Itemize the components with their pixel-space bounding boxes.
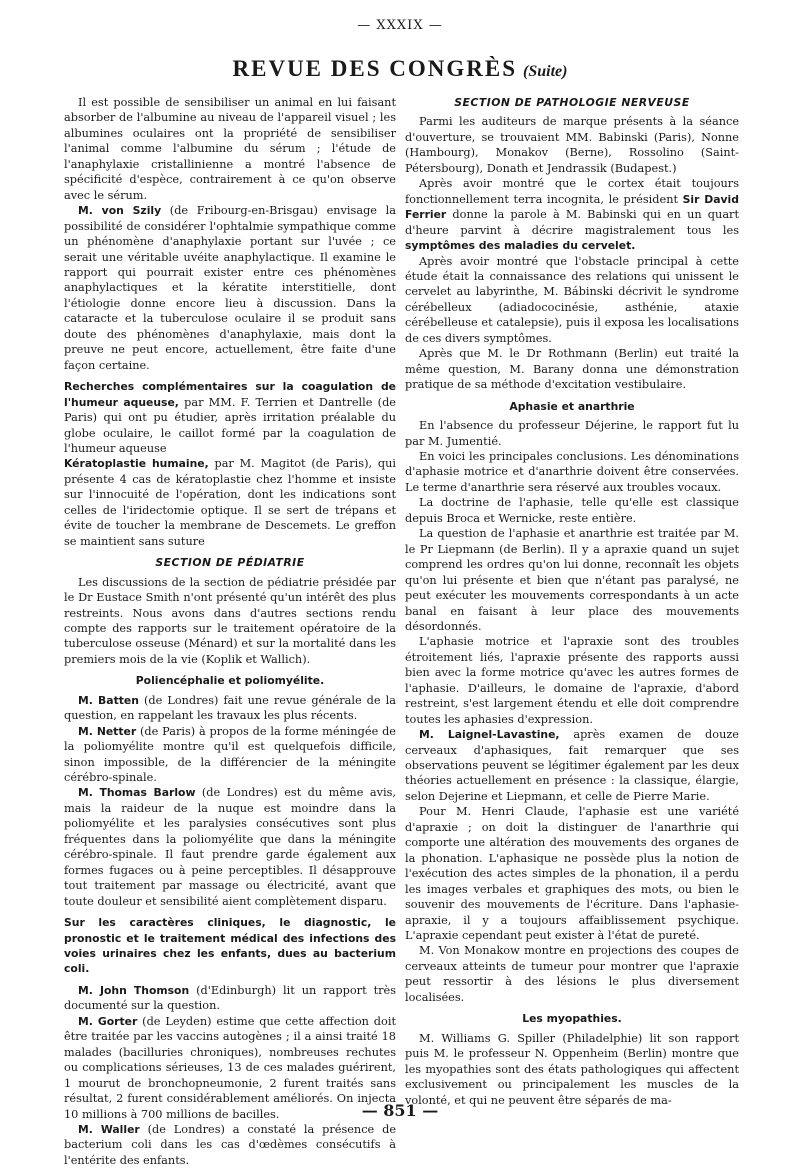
paragraph-text: donne la parole à M. Babinski qui en un quart d'heure parvint à décrire magistralement tous les bbox=[405, 208, 739, 237]
author-name: M. von Szily bbox=[78, 204, 162, 218]
right-column bbox=[405, 95, 739, 1108]
paper-title: Sur les caractères cliniques, le diagnostic, le pronostic et le traitement médical des infections des voies urinaires chez les enfants, dues au bacterium coli. bbox=[64, 916, 396, 976]
running-head: — XXXIX — bbox=[357, 18, 443, 33]
paragraph: Après avoir montré que l'obstacle principal à cette étude était la connaissance des relations qui unissent le cervelet au labyrinthe, M. Bábinski décrivit le syndrome cérébelleux (adiadococinésie, asthénie, ataxie cérébelleuse et catalepsie), puis il exposa les localisations de ces divers symptômes. bbox=[405, 254, 739, 345]
paragraph-text: Après avoir montré que le cortex était toujours fonctionnellement terra incognita, le président bbox=[405, 177, 739, 206]
paragraph: En voici les principales conclusions. Les dénominations d'aphasie motrice et d'anarthrie doivent être conservées. Le terme d'anarthrie sera réservé aux troubles vocaux. bbox=[405, 449, 739, 494]
paragraph-text: (de Fribourg-en-Brisgau) envisage la possibilité de considérer l'ophtalmie sympathique comme un phénomène d'anaphylaxie portant sur l'uvée ; ce serait une véritable uvéite anaphylactique. Il examine le rapport qui pourrait exister entre ces phénomènes anaphylactiques et la kératite interstitielle, dont l'étiologie donne encore lieu à discussion. Dans la cataracte et la tuberculose oculaire il se produit sans doute des phénomènes d'anaphylaxie, mais dont la preuve ne peut encore, actuellement, être faite d'une façon certaine. bbox=[64, 204, 396, 372]
paragraph-text: (de Paris) à propos de la forme méningée de la poliomyélite montre qu'il est quelquefois difficile, sinon impossible, de la différencier de la méningite cérébro-spinale. bbox=[64, 724, 396, 785]
paragraph bbox=[64, 915, 396, 977]
paragraph: La question de l'aphasie et anarthrie est traitée par M. le Pr Liepmann (de Berlin). Il y a apraxie quand un sujet comprend les ordres qu'on lui donne, reconnaît les objets qu'on lui présente et bien que n'étant pas paralysé, ne peut exécuter les mouvements correspondants à un acte banal en faisant à leur place des mouvements désordonnés. bbox=[405, 527, 739, 633]
paragraph bbox=[64, 724, 396, 786]
author-name: M. Thomas Barlow bbox=[78, 786, 196, 800]
paragraph bbox=[64, 379, 396, 456]
title-text: REVUE DES CONGRÈS bbox=[232, 56, 518, 81]
subsection-heading: Les myopathies. bbox=[522, 1012, 622, 1026]
author-name: Sir David Ferrier bbox=[405, 192, 739, 222]
paragraph-text: par MM. F. Terrien et Dantrelle (de Paris) qui ont pu étudier, après irritation préalable du globe oculaire, le caillot formé par la coagulation de l'humeur aqueuse bbox=[64, 395, 396, 455]
left-column bbox=[64, 95, 396, 1168]
paragraph bbox=[64, 1122, 396, 1168]
paragraph bbox=[64, 983, 396, 1014]
paragraph: En l'absence du professeur Déjerine, le rapport fut lu par M. Jumentié. bbox=[405, 419, 739, 448]
paragraph: M. Von Monakow montre en projections des coupes de cerveaux atteints de tumeur pour montrer que l'apraxie peut ressortir à des lésions le plus diversement localisées. bbox=[405, 944, 739, 1004]
paper-title: Recherches complémentaires sur la coagulation de l'humeur aqueuse, bbox=[64, 380, 396, 409]
paragraph: Parmi les auditeurs de marque présents à la séance d'ouverture, se trouvaient MM. Babinski (Paris), Nonne (Hambourg), Monakov (Berne), Rossolino (Saint-Pétersbourg), Donath et Jendrassik (Budapest.) bbox=[405, 115, 739, 175]
paragraph bbox=[64, 203, 396, 373]
paragraph: La doctrine de l'aphasie, telle qu'elle est classique depuis Broca et Wernicke, reste entière. bbox=[405, 496, 739, 525]
paragraph bbox=[64, 456, 396, 549]
section-heading: SECTION DE PATHOLOGIE NERVEUSE bbox=[454, 96, 690, 109]
page-title bbox=[0, 56, 800, 82]
topic-title: symptômes des maladies du cervelet. bbox=[405, 239, 636, 253]
paragraph-text: (d'Edinburgh) lit un rapport très documenté sur la question. bbox=[64, 983, 397, 1013]
paragraph bbox=[405, 176, 739, 253]
author-name: M. John Thomson bbox=[78, 983, 190, 997]
author-name: M. Batten bbox=[78, 693, 139, 707]
page-number: — 851 — bbox=[361, 1101, 439, 1120]
paragraph bbox=[405, 727, 739, 804]
paragraph: M. Williams G. Spiller (Philadelphie) lit son rapport puis M. le professeur N. Oppenheim (Berlin) montre que les myopathies sont des états pathologiques qui affectent exclusivement ou principalement les muscles de la volonté, et qui ne peuvent être séparés de ma- bbox=[405, 1031, 739, 1107]
paragraph: Il est possible de sensibiliser un animal en lui faisant absorber de l'albumine au niveau de l'appareil visuel ; les albumines oculaires ont la propriété de sensibiliser l'animal comme l'albumine du sérum ; l'étude de l'anaphylaxie cristallinienne a montré l'absence de spécificité d'espèce, contrairement à ce qu'on observe avec le sérum. bbox=[64, 96, 396, 202]
title-suffix: (Suite) bbox=[523, 63, 568, 80]
paragraph-text: (de Leyden) estime que cette affection doit être traitée par les vaccins autogènes ; il a ainsi traité 18 malades (bacilluries chroniques), nombreuses rechutes ou complications sérieuses, 13 de ces malades guérirent, 1 mourut de bronchopneumonie, 2 furent traités sans résultat, 2 furent considérablement améliorés. On injecta 10 millions à 700 millions de bacilles. bbox=[64, 1014, 396, 1121]
paragraph-text: après examen de douze cerveaux d'aphasiques, fait remarquer que ses observations peuvent se légitimer également par les deux théories actuellement en présence : la classique, élargie, selon Dejerine et Liepmann, et celle de Pierre Marie. bbox=[405, 728, 739, 803]
section-heading: SECTION DE PÉDIATRIE bbox=[155, 556, 305, 570]
paragraph bbox=[64, 785, 396, 909]
paragraph-text: par M. Magitot (de Paris), qui présente 4 cas de kératoplastie chez l'homme et insiste sur l'innocuité de l'opération, dont les indications sont celles de l'iridectomie optique. Il se sert de trépans et évite de toucher la membrane de Descemets. Le greffon se maintient sans suture bbox=[64, 457, 396, 548]
paragraph: Les discussions de la section de pédiatrie présidée par le Dr Eustace Smith n'ont présenté qu'un intérêt des plus restreints. Nous avons dans d'autres sections rendu compte des rapports sur le traitement opératoire de la tuberculose osseuse (Ménard) et sur la mortalité dans les premiers mois de la vie (Koplik et Wallich). bbox=[64, 575, 396, 666]
paragraph: L'aphasie motrice et l'apraxie sont des troubles étroitement liés, l'apraxie présente des rapports aussi bien avec la forme motrice qu'avec les autres formes de l'aphasie. D'ailleurs, le domaine de l'apraxie, d'abord restreint, s'est largement étendu et elle doit comprendre toutes les aphasies d'expression. bbox=[405, 635, 739, 726]
paragraph-text: (de Londres) fait une revue générale de la question, en rappelant les travaux les plus récents. bbox=[64, 693, 396, 723]
author-name: M. Gorter bbox=[78, 1014, 138, 1028]
author-name: M. Netter bbox=[78, 724, 137, 738]
paragraph-text: (de Londres) a constaté la présence de bacterium coli dans les cas d'œdèmes consécutifs à l'entérite des enfants. bbox=[64, 1123, 397, 1167]
author-name: M. Laignel-Lavastine, bbox=[419, 728, 560, 742]
subsection-heading: Aphasie et anarthrie bbox=[509, 399, 635, 413]
subsection-heading: Poliencéphalie et poliomyélite. bbox=[135, 674, 325, 688]
paragraph bbox=[64, 693, 396, 724]
paragraph: Après que M. le Dr Rothmann (Berlin) eut traité la même question, M. Barany donna une démonstration pratique de sa méthode d'excitation vestibulaire. bbox=[405, 347, 739, 392]
paper-title: Kératoplastie humaine, bbox=[64, 457, 209, 471]
author-name: M. Waller bbox=[78, 1123, 140, 1136]
paragraph-text: (de Londres) est du même avis, mais la raideur de la nuque est moindre dans la poliomyélite et les paralysies consécutives sont plus fréquentes dans la poliomyélite que dans la méningite cérébro-spinale. Il faut prendre garde également aux formes fugaces ou à peine perceptibles. Il désapprouve tout traitement par massage ou électricité, avant que toute douleur et sensibilité aient complètement disparu. bbox=[64, 786, 397, 908]
paragraph: Pour M. Henri Claude, l'aphasie est une variété d'apraxie ; on doit la distinguer de l'anarthrie qui comporte une altération des mouvements des organes de la phonation. L'aphasique ne possède plus la notion de l'exécution des actes simples de la phonation, il a perdu les images verbales et graphiques des mots, ou bien le souvenir des mouvements de l'écriture. Dans l'aphasie-apraxie, il y a toujours affaiblissement psychique. L'apraxie cependant peut exister à l'état de pureté. bbox=[405, 805, 739, 943]
